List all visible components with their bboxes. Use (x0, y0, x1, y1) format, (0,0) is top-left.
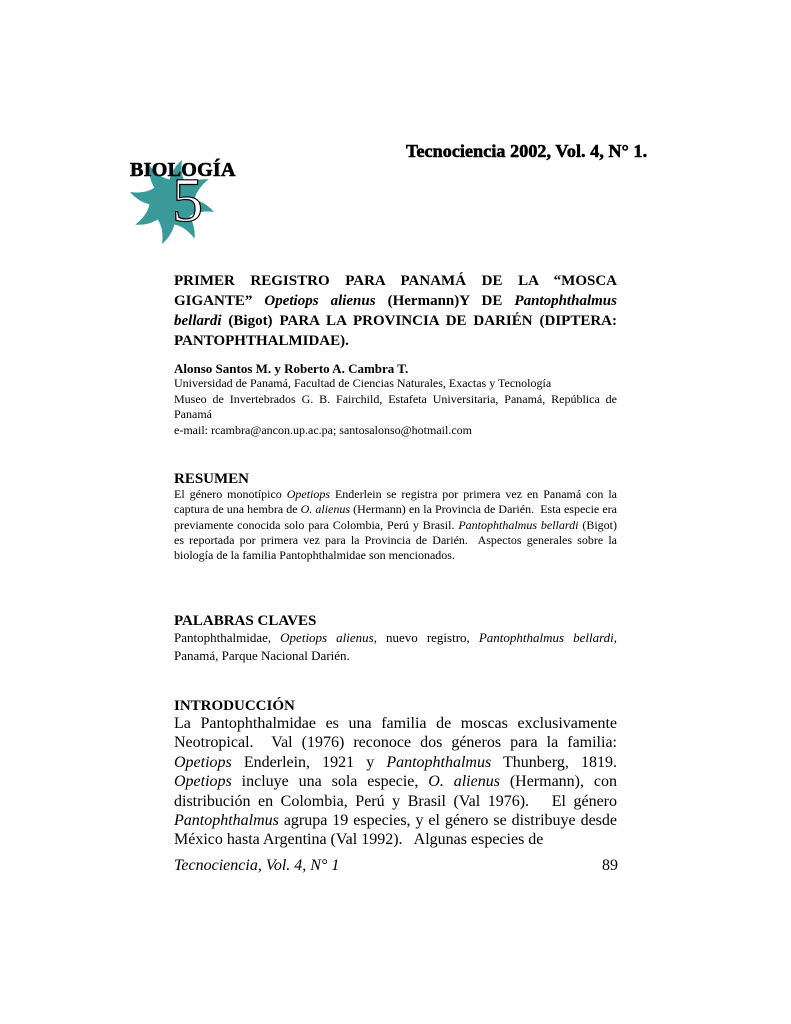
keywords-heading: PALABRAS CLAVES (174, 613, 317, 629)
resumen-genus: Opetiops (286, 487, 331, 501)
keywords-paragraph (174, 629, 617, 664)
authors: Alonso Santos M. y Roberto A. Cambra T. (174, 361, 409, 376)
keyword-species: Opetiops alienus (280, 630, 374, 645)
intro-text: (Hermann), con distribución en Colombia, Perú y Brasil (Val 1976). El género (174, 773, 621, 810)
intro-species: O. alienus (428, 773, 500, 791)
intro-text: incluye una sola especie, (231, 773, 429, 791)
resumen-species: O. alienus (300, 502, 351, 517)
affiliations (174, 376, 617, 438)
keyword-text: Pantophthalmidae, (174, 630, 281, 645)
resumen-species: Pantophthalmus bellardi (458, 517, 579, 532)
article-title (174, 271, 617, 351)
footer-journal-ref: Tecnociencia, Vol. 4, N° 1 (174, 857, 340, 874)
intro-text: La Pantophthalmidae es una familia de moscas exclusivamente Neotropical. Val (1976) reconoce dos géneros para la familia: (174, 715, 621, 752)
affiliation-university: Universidad de Panamá, Facultad de Ciencias Naturales, Exactas y Tecnología (174, 376, 552, 390)
intro-text: agrupa 19 especies, y el género se distribuye desde México hasta Argentina (Val 1992). Algunas especies de (174, 812, 621, 849)
resumen-text: (Bigot) es reportada por primera vez para la Provincia de Darién. Aspectos generales sobre la biología de la familia Pantophthalmidae son mencionados. (174, 517, 620, 563)
keyword-species: Pantophthalmus bellardi (478, 630, 614, 645)
intro-genus: Opetiops (174, 753, 232, 771)
resumen-text: (Hermann) en la Provincia de Darién. Esta especie era previamente conocida solo para Colombia, Perú y Brasil. (174, 502, 620, 532)
section-number: 5 (172, 167, 203, 235)
intro-genus: Pantophthalmus (174, 812, 279, 830)
intro-heading: INTRODUCCIÓN (174, 698, 295, 714)
affiliation-museum: Museo de Invertebrados G. B. Fairchild, Estafeta Universitaria, Panamá, República de Panamá (174, 391, 617, 421)
title-part: (Hermann)Y DE (375, 293, 515, 309)
title-part: (Bigot) PARA LA PROVINCIA DE DARIÉN (DIPTERA: PANTOPHTHALMIDAE). (174, 313, 617, 349)
intro-genus: Pantophthalmus (386, 753, 492, 771)
section-logo (124, 150, 236, 250)
title-part: PRIMER REGISTRO PARA PANAMÁ DE LA “MOSCA GIGANTE” (174, 273, 617, 309)
intro-text: Enderlein, 1921 y (231, 753, 387, 771)
intro-genus: Opetiops (174, 773, 232, 791)
intro-text: Thunberg, 1819. (491, 753, 621, 771)
section-label: BIOLOGÍA (130, 159, 236, 181)
keyword-text: , Panamá, Parque Nacional Darién. (174, 630, 618, 663)
resumen-text: Enderlein se registra por primera vez en Panamá con la captura de una hembra de (174, 487, 620, 517)
resumen-paragraph (174, 487, 620, 563)
title-species-pantophthalmus: Pantophthalmus bellardi (174, 293, 617, 329)
resumen-text: El género monotípico (174, 487, 287, 501)
intro-paragraph (174, 714, 621, 850)
keyword-text: , nuevo registro, (373, 630, 479, 645)
email-line: e-mail: rcambra@ancon.up.ac.pa; santosalonso@hotmail.com (174, 422, 473, 437)
page-number: 89 (602, 857, 618, 874)
resumen-heading: RESUMEN (174, 471, 250, 487)
title-species-opetiops: Opetiops alienus (264, 293, 376, 309)
journal-header: Tecnociencia 2002, Vol. 4, N° 1. (406, 141, 648, 161)
